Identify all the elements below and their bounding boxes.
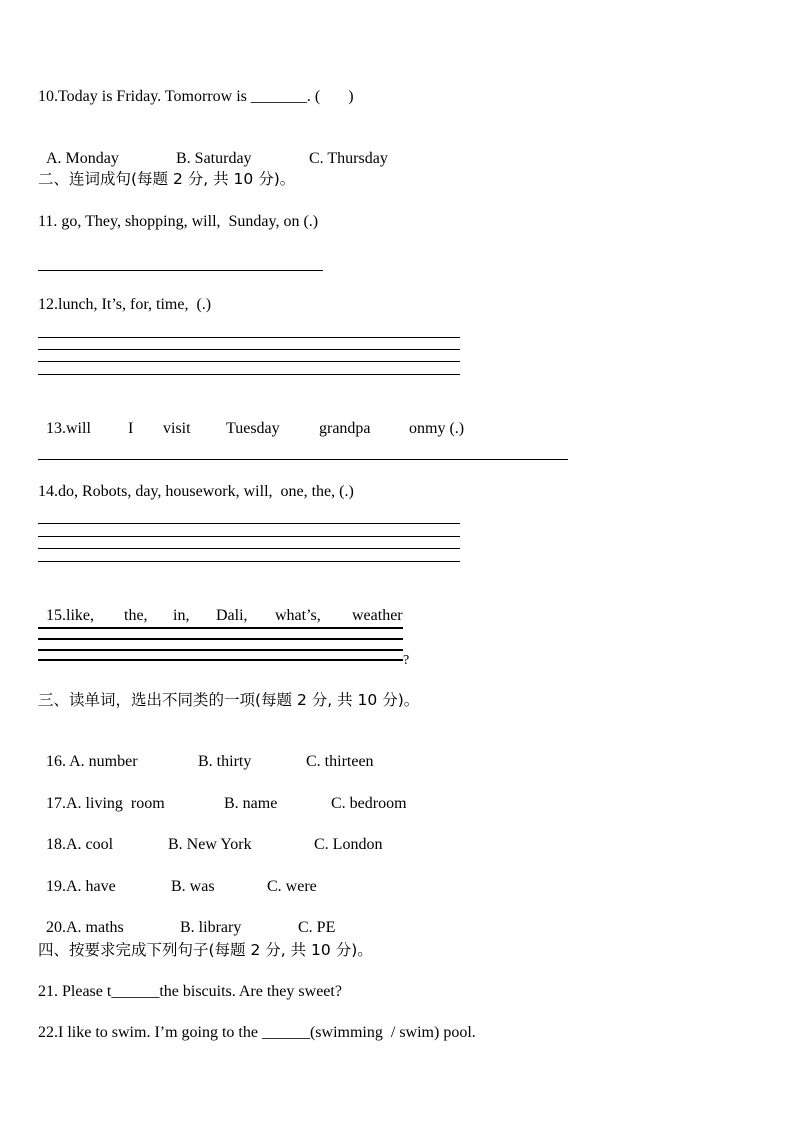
question-20-option-a[interactable]: 20.A. maths	[46, 919, 124, 936]
question-10-options	[38, 129, 388, 169]
question-10-option-a[interactable]: A. Monday	[46, 150, 119, 167]
question-11-answer-line[interactable]	[38, 270, 323, 271]
question-19-option-a[interactable]: 19.A. have	[46, 878, 116, 895]
question-16-options	[38, 732, 374, 772]
question-14-answer-line[interactable]	[38, 561, 460, 562]
section-2-heading: 二、连词成句(每题 2 分, 共 10 分)。	[38, 170, 296, 188]
question-16-option-c[interactable]: C. thirteen	[306, 753, 374, 770]
question-10-option-b[interactable]: B. Saturday	[176, 150, 252, 167]
question-15-answer-line[interactable]	[38, 659, 403, 661]
question-15-word: the,	[124, 607, 148, 624]
question-19-option-c[interactable]: C. were	[267, 878, 317, 895]
question-13-word: 13.will	[46, 420, 91, 437]
question-14-text: 14.do, Robots, day, housework, will, one, the, (.)	[38, 483, 354, 500]
question-14-answer-line[interactable]	[38, 523, 460, 524]
question-12-answer-line[interactable]	[38, 349, 460, 350]
question-15-question-mark: ?	[403, 653, 410, 668]
question-12-answer-line[interactable]	[38, 337, 460, 338]
question-16-option-b[interactable]: B. thirty	[198, 753, 252, 770]
question-10-text: 10.Today is Friday. Tomorrow is _______. ( )	[38, 88, 354, 105]
question-20-option-c[interactable]: C. PE	[298, 919, 336, 936]
question-22-text: 22.I like to swim. I’m going to the ______(swimming / swim) pool.	[38, 1024, 476, 1041]
question-13-word: onmy (.)	[409, 420, 465, 437]
question-13-words	[38, 399, 464, 439]
question-15-answer-line[interactable]	[38, 638, 403, 640]
question-19-options	[38, 857, 317, 897]
question-17-option-a[interactable]: 17.A. living room	[46, 795, 165, 812]
question-13-word: visit	[163, 420, 191, 437]
question-13-word: I	[128, 420, 134, 437]
question-12-answer-line[interactable]	[38, 374, 460, 375]
question-15-word: in,	[173, 607, 190, 624]
question-14-answer-line[interactable]	[38, 536, 460, 537]
question-17-option-b[interactable]: B. name	[224, 795, 278, 812]
question-18-options	[38, 815, 382, 855]
question-10-option-c[interactable]: C. Thursday	[309, 150, 388, 167]
question-13-word: Tuesday	[226, 420, 280, 437]
question-12-answer-line[interactable]	[38, 361, 460, 362]
question-18-option-c[interactable]: C. London	[314, 836, 383, 853]
question-19-option-b[interactable]: B. was	[171, 878, 215, 895]
question-20-options	[38, 898, 335, 938]
section-4-heading: 四、按要求完成下列句子(每题 2 分, 共 10 分)。	[38, 941, 373, 959]
question-13-answer-line[interactable]	[38, 459, 568, 460]
question-21-text: 21. Please t______the biscuits. Are they sweet?	[38, 983, 342, 1000]
question-16-option-a[interactable]: 16. A. number	[46, 753, 138, 770]
question-14-answer-line[interactable]	[38, 548, 460, 549]
question-15-word: what’s,	[275, 607, 321, 624]
question-11-text: 11. go, They, shopping, will, Sunday, on (.)	[38, 213, 319, 230]
question-15-word: 15.like,	[46, 607, 94, 624]
question-17-option-c[interactable]: C. bedroom	[331, 795, 407, 812]
question-13-word: grandpa	[319, 420, 371, 437]
question-15-answer-line[interactable]	[38, 627, 403, 629]
question-15-words	[38, 586, 403, 626]
question-18-option-a[interactable]: 18.A. cool	[46, 836, 114, 853]
question-20-option-b[interactable]: B. library	[180, 919, 242, 936]
question-15-word: Dali,	[216, 607, 248, 624]
question-15-word: weather	[352, 607, 403, 624]
question-12-text: 12.lunch, It’s, for, time, (.)	[38, 296, 212, 313]
question-18-option-b[interactable]: B. New York	[168, 836, 252, 853]
question-15-answer-line[interactable]	[38, 649, 403, 651]
section-3-heading: 三、读单词，选出不同类的一项(每题 2 分, 共 10 分)。	[38, 691, 420, 709]
question-17-options	[38, 774, 407, 814]
